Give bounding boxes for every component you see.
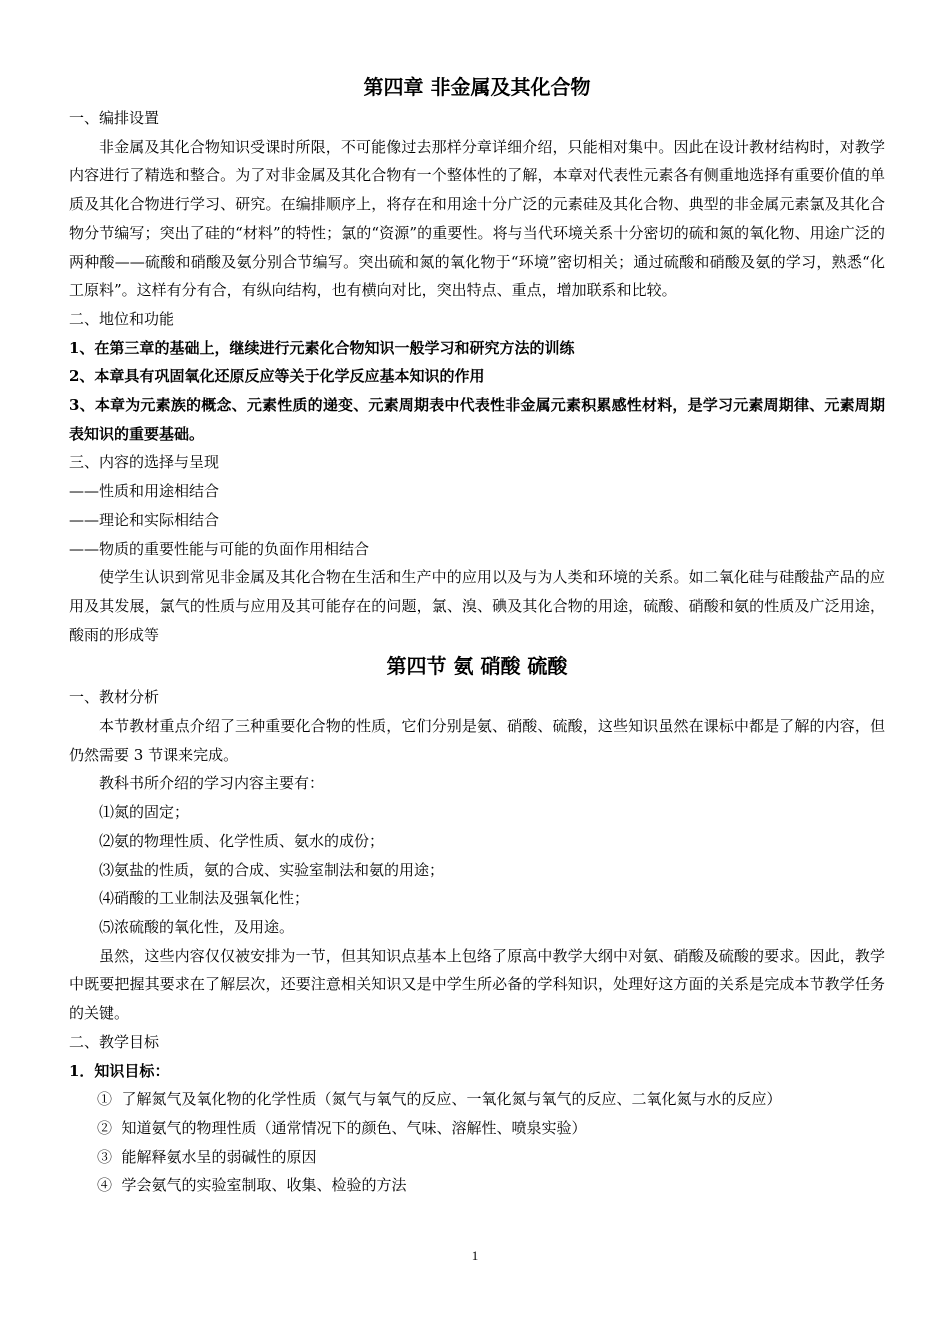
- goals-subheading: 1．知识目标：: [69, 1061, 170, 1080]
- analysis-intro: 教科书所介绍的学习内容主要有：: [99, 774, 325, 793]
- content-item: ——物质的重要性能与可能的负面作用相结合: [69, 539, 370, 558]
- analysis-item: ⑵氨的物理性质、化学性质、氨水的成份；: [99, 831, 385, 850]
- section-title: 第四节 氨 硝酸 硫酸: [386, 654, 568, 679]
- content-item: ——理论和实际相结合: [69, 510, 220, 529]
- analysis-item: ⑸浓硫酸的氧化性，及用途。: [99, 917, 295, 936]
- role-item: 3、本章为元素族的概念、元素性质的递变、元素周期表中代表性非金属元素积累感性材料，是学习元素周期律、元素周期表知识的重要基础。: [69, 396, 885, 443]
- section-heading-role: 二、地位和功能: [69, 309, 175, 328]
- goal-item: ④ 学会氨气的实验室制取、收集、检验的方法: [97, 1176, 407, 1195]
- page-content: [69, 70, 885, 1200]
- content-paragraph: 使学生认识到常见非金属及其化合物在生活和生产中的应用以及与为人类和环境的关系。如二氧化硅与硅酸盐产品的应用及其发展，氯气的性质与应用及其可能存在的问题，氯、溴、碘及其化合物的用途，硫酸、硝酸和氨的性质及广泛用途，酸雨的形成等: [69, 568, 885, 644]
- goal-item: ① 了解氮气及氧化物的化学性质（氮气与氧气的反应、一氧化氮与氧气的反应、二氧化氮与水的反应）: [97, 1090, 782, 1109]
- analysis-item: ⑶氨盐的性质，氨的合成、实验室制法和氨的用途；: [99, 860, 445, 879]
- analysis-paragraph: 虽然，这些内容仅仅被安排为一节，但其知识点基本上包络了原高中教学大纲中对氨、硝酸及硫酸的要求。因此，教学中既要把握其要求在了解层次，还要注意相关知识又是中学生所必备的学科知识，处理好这方面的关系是完成本节教学任务的关键。: [69, 946, 885, 1023]
- chapter-title: 第四章 非金属及其化合物: [363, 75, 591, 99]
- analysis-paragraph: 本节教材重点介绍了三种重要化合物的性质，它们分别是氨、硝酸、硫酸，这些知识虽然在课标中都是了解的内容，但仍然需要 3 节课来完成。: [69, 717, 885, 764]
- section-heading-arrangement: 一、编排设置: [69, 109, 160, 127]
- section-heading-content: 三、内容的选择与呈现: [69, 453, 220, 472]
- analysis-item: ⑷硝酸的工业制法及强氧化性；: [99, 889, 310, 908]
- role-item: 2、本章具有巩固氧化还原反应等关于化学反应基本知识的作用: [69, 367, 485, 386]
- analysis-item: ⑴氮的固定；: [99, 803, 190, 822]
- section-heading-goals: 二、教学目标: [69, 1032, 160, 1051]
- goal-item: ③ 能解释氨水呈的弱碱性的原因: [97, 1147, 317, 1166]
- content-item: ——性质和用途相结合: [69, 482, 220, 501]
- arrangement-paragraph: 非金属及其化合物知识受课时所限，不可能像过去那样分章详细介绍，只能相对集中。因此在设计教材结构时，对教学内容进行了精选和整合。为了对非金属及其化合物有一个整体性的了解，本章对代表性元素各有侧重地选择有重要价值的单质及其化合物进行学习、研究。在编排顺序上，将存在和用途十分广泛的元素硅及其化合物、典型的非金属元素氯及其化合物分节编写；突出了硅的“材料”的特性；氯的“资源”的重要性。将与当代环境关系十分密切的硫和氮的氧化物、用途广泛的两种酸——硫酸和硝酸及氨分别合节编写。突出硫和氮的氧化物于“环境”密切相关；通过硫酸和硝酸及氨的学习，熟悉“化工原料”。这样有分有合，有纵向结构，也有横向对比，突出特点、重点，增加联系和比较。: [69, 137, 885, 300]
- goal-item: ② 知道氨气的物理性质（通常情况下的颜色、气味、溶解性、喷泉实验）: [97, 1118, 587, 1137]
- role-item: 1、在第三章的基础上，继续进行元素化合物知识一般学习和研究方法的训练: [69, 338, 575, 357]
- section-heading-analysis: 一、教材分析: [69, 688, 160, 707]
- page-number: 1: [471, 1248, 479, 1263]
